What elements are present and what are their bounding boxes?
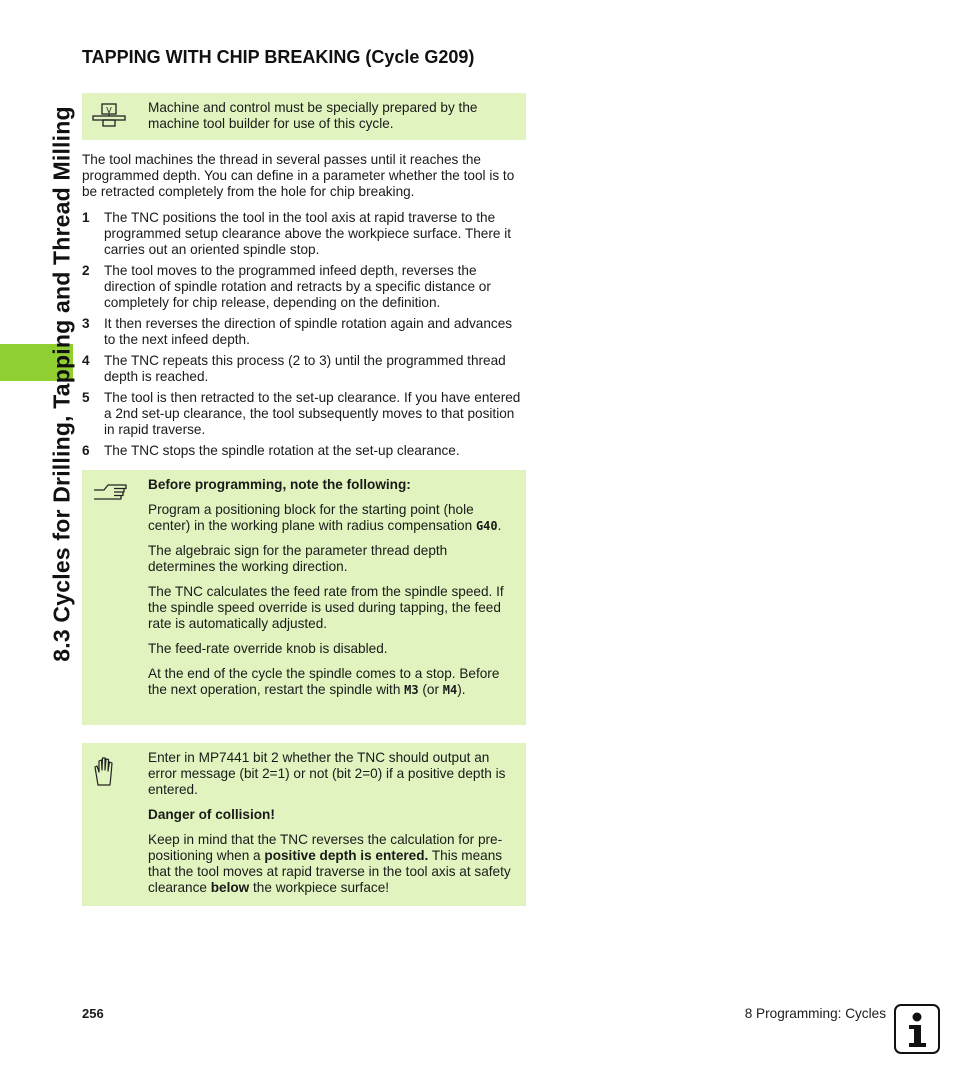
list-item: 4 The TNC repeats this process (2 to 3) until the programmed thread depth is reached. <box>82 353 506 384</box>
list-item: 2 The tool moves to the programmed infeed depth, reverses the direction of spindle rotation and retracts by a specific distance or completely for chip release, depending on the definition. <box>82 263 491 310</box>
note-paragraph: At the end of the cycle the spindle comes to a stop. Before the next operation, restart the spindle with M3 (or M4). <box>148 666 500 697</box>
section-heading: TAPPING WITH CHIP BREAKING (Cycle G209) <box>82 47 475 67</box>
list-item: 1 The TNC positions the tool in the tool axis at rapid traverse to the programmed setup clearance above the workpiece surface. There it carries out an oriented spindle stop. <box>82 210 512 257</box>
programming-note <box>82 470 526 725</box>
machine-icon <box>92 103 126 134</box>
note-paragraph: The feed-rate override knob is disabled. <box>148 641 388 656</box>
steps-list <box>82 210 526 464</box>
programming-note-text <box>148 477 516 707</box>
raised-hand-icon <box>92 755 118 794</box>
info-icon[interactable] <box>894 1004 940 1054</box>
programming-note-title: Before programming, note the following: <box>148 477 411 492</box>
warning-note-text <box>148 750 516 905</box>
warning-note <box>82 743 526 906</box>
list-item: 6 The TNC stops the spindle rotation at the set-up clearance. <box>82 443 460 458</box>
pointing-hand-icon <box>92 480 130 511</box>
chapter-label: 8 Programming: Cycles <box>744 1006 886 1021</box>
machine-note <box>82 93 526 140</box>
note-paragraph: Enter in MP7441 bit 2 whether the TNC should output an error message (bit 2=1) or not (bit 2=0) if a positive depth is entered. <box>148 750 506 797</box>
list-item: 5 The tool is then retracted to the set-up clearance. If you have entered a 2nd set-up clearance, the tool subsequently moves to that position in rapid traverse. <box>82 390 521 437</box>
svg-text:V: V <box>106 106 112 115</box>
intro-paragraph: The tool machines the thread in several passes until it reaches the programmed depth. You can define in a parameter whether the tool is to be retracted completely from the hole for chip breaking. <box>82 152 515 199</box>
note-paragraph: Program a positioning block for the starting point (hole center) in the working plane with radius compensation G40. <box>148 502 502 533</box>
page-number: 256 <box>82 1006 104 1021</box>
machine-note-text: Machine and control must be specially prepared by the machine tool builder for use of this cycle. <box>148 100 478 131</box>
danger-title: Danger of collision! <box>148 807 275 822</box>
note-paragraph: Keep in mind that the TNC reverses the calculation for pre-positioning when a positive depth is entered. This means that the tool moves at rapid traverse in the tool axis at safety clearance below the workpiece surface! <box>148 832 511 895</box>
list-item: 3 It then reverses the direction of spindle rotation again and advances to the next infeed depth. <box>82 316 513 347</box>
note-paragraph: The TNC calculates the feed rate from the spindle speed. If the spindle speed override is used during tapping, the feed rate is automatically adjusted. <box>148 584 504 631</box>
note-paragraph: The algebraic sign for the parameter thread depth determines the working direction. <box>148 543 448 574</box>
